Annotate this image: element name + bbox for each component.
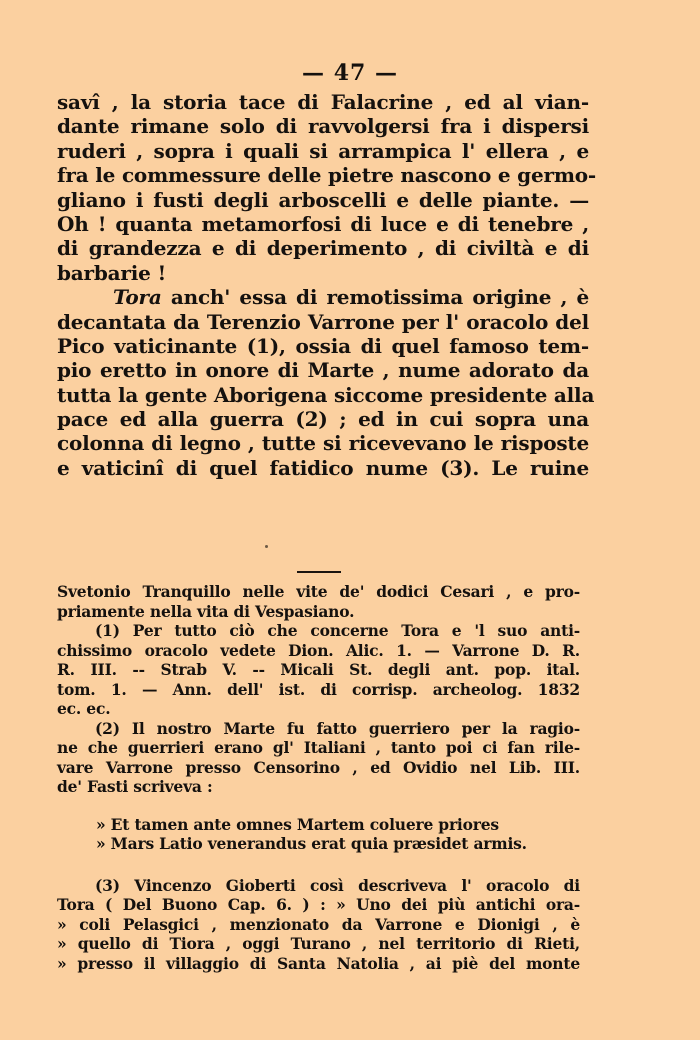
footnote-line: » presso il villaggio di Santa Natolia , ai piè del monte (57, 953, 580, 973)
footnote-line: Tora ( Del Buono Cap. 6. ) : » Uno dei più antichi ora- (57, 895, 580, 914)
place-name-tora: Tora (113, 285, 162, 310)
ink-speck (265, 545, 268, 548)
page-number: — 47 — (302, 60, 398, 86)
text-line: gliano i fusti degli arboscelli e delle piante. — (57, 187, 589, 212)
footnote-line: (3) Vincenzo Gioberti così descriveva l' oracolo di (95, 875, 580, 895)
text-line: di grandezza e di deperimento , di civiltà e di (57, 236, 589, 261)
text-line: e vaticinî di quel fatidico nume (3). Le ruine (57, 455, 589, 480)
text-line: tutta la gente Aborigena siccome presidente alla (57, 382, 595, 407)
text-line: ruderi , sopra i quali si arrampica l' ellera , e (57, 138, 589, 163)
footnote-line: » coli Pelasgici , menzionato da Varrone e Dionigi , è (57, 914, 580, 934)
footnote-line: » quello di Tiora , oggi Turano , nel territorio di Rieti, (57, 934, 580, 953)
footnote-line: de' Fasti scriveva : (57, 777, 213, 796)
footnote-line: Svetonio Tranquillo nelle vite de' dodici Cesari , e pro- (57, 582, 580, 601)
text-line: fra le commessure delle pietre nascono e germo- (57, 163, 597, 188)
text-line: decantata da Terenzio Varrone per l' oracolo del (57, 309, 589, 334)
quote-line: » Et tamen ante omnes Martem coluere priores (96, 814, 499, 834)
spacer (57, 854, 580, 876)
quote-line: » Mars Latio venerandus erat quia præsidet armis. (96, 834, 527, 853)
footnote-separator (297, 571, 341, 573)
text-line: barbarie ! (57, 260, 167, 285)
text-line (57, 285, 589, 309)
footnote-line: tom. 1. — Ann. dell' ist. di corrisp. archeolog. 1832 (57, 679, 580, 699)
text-line: Oh ! quanta metamorfosi di luce e di tenebre , (57, 211, 589, 236)
text-line: colonna di legno , tutte si ricevevano le risposte (57, 431, 589, 456)
footnote-line: chissimo oracolo vedete Dion. Alic. 1. — Varrone D. R. (57, 640, 580, 660)
text-line: savî , la storia tace di Falacrine , ed al vian- (57, 90, 589, 114)
footnotes (57, 582, 580, 973)
text-line: pace ed alla guerra (2) ; ed in cui sopra una (57, 407, 589, 432)
footnote-line: (1) Per tutto ciò che concerne Tora e 'l suo anti- (95, 621, 580, 640)
footnote-line: (2) Il nostro Marte fu fatto guerriero per la ragio- (95, 718, 580, 738)
footnote-line: R. III. -- Strab V. -- Micali St. degli ant. pop. ital. (57, 660, 580, 679)
text-line: Pico vaticinante (1), ossia di quel famoso tem- (57, 333, 589, 358)
footnote-line: ec. ec. (57, 699, 111, 718)
text-line: pio eretto in onore di Marte , nume adorato da (57, 358, 589, 383)
main-text (57, 90, 597, 480)
footnote-line: ne che guerrieri erano gl' Italiani , tanto poi ci fan rile- (57, 738, 580, 757)
text-line-rest: anch' essa di remotissima origine , è (170, 285, 589, 310)
footnote-line: vare Varrone presso Censorino , ed Ovidio nel Lib. III. (57, 757, 580, 777)
spacer (57, 797, 580, 815)
footnote-line: priamente nella vita di Vespasiano. (57, 601, 355, 621)
text-line: dante rimane solo di ravvolgersi fra i dispersi (57, 114, 589, 139)
